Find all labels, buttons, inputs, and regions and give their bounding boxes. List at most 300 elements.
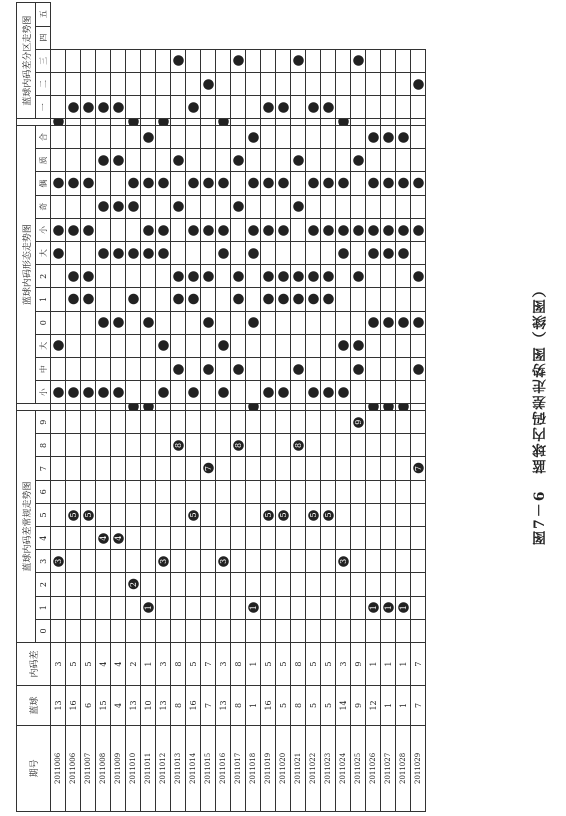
trend-cell bbox=[396, 72, 411, 95]
trend-cell bbox=[111, 125, 126, 148]
trend-cell bbox=[276, 480, 291, 503]
table-row bbox=[186, 3, 201, 812]
trend-cell bbox=[141, 72, 156, 95]
trend-marker bbox=[51, 242, 66, 265]
trend-cell bbox=[366, 573, 381, 596]
trend-marker bbox=[66, 96, 81, 119]
trend-marker bbox=[351, 357, 366, 380]
trend-cell bbox=[411, 381, 426, 404]
trend-cell bbox=[186, 242, 201, 265]
trend-cell bbox=[171, 218, 186, 241]
period-cell: 2011019 bbox=[261, 725, 276, 811]
trend-cell bbox=[126, 125, 141, 148]
trend-cell bbox=[381, 434, 396, 457]
period-cell: 2011020 bbox=[276, 725, 291, 811]
trend-cell bbox=[201, 619, 216, 642]
trend-cell bbox=[171, 96, 186, 119]
trend-cell bbox=[141, 195, 156, 218]
trend-cell bbox=[351, 596, 366, 619]
trend-cell bbox=[141, 357, 156, 380]
trend-cell bbox=[171, 311, 186, 334]
trend-cell bbox=[66, 149, 81, 172]
trend-marker bbox=[81, 381, 96, 404]
trend-cell bbox=[111, 573, 126, 596]
inner-diff-cell: 2 bbox=[126, 642, 141, 685]
trend-cell bbox=[216, 357, 231, 380]
trend-marker bbox=[291, 149, 306, 172]
trend-cell bbox=[336, 311, 351, 334]
trend-cell bbox=[261, 410, 276, 433]
trend-cell bbox=[231, 242, 246, 265]
trend-cell bbox=[201, 334, 216, 357]
trend-cell bbox=[66, 457, 81, 480]
trend-cell bbox=[96, 172, 111, 195]
inner-diff-cell: 5 bbox=[81, 642, 96, 685]
rotated-trend-sheet bbox=[16, 2, 536, 812]
trend-marker bbox=[276, 381, 291, 404]
trend-cell bbox=[291, 311, 306, 334]
trend-cell bbox=[201, 242, 216, 265]
trend-cell bbox=[156, 357, 171, 380]
trend-cell bbox=[111, 503, 126, 526]
trend-cell bbox=[201, 195, 216, 218]
table-row bbox=[366, 3, 381, 812]
trend-cell bbox=[411, 242, 426, 265]
table-row bbox=[81, 3, 96, 812]
trend-marker bbox=[411, 357, 426, 380]
trend-marker: 5 bbox=[306, 503, 321, 526]
trend-cell bbox=[156, 49, 171, 72]
trend-cell bbox=[216, 619, 231, 642]
trend-marker bbox=[156, 242, 171, 265]
inner-diff-cell: 3 bbox=[336, 642, 351, 685]
trend-cell bbox=[306, 195, 321, 218]
trend-marker bbox=[96, 195, 111, 218]
trend-marker bbox=[201, 357, 216, 380]
trend-cell bbox=[306, 404, 321, 411]
trend-cell bbox=[201, 125, 216, 148]
trend-marker bbox=[231, 265, 246, 288]
trend-cell bbox=[156, 596, 171, 619]
trend-cell bbox=[81, 434, 96, 457]
trend-cell bbox=[396, 619, 411, 642]
period-cell: 2011014 bbox=[186, 725, 201, 811]
trend-cell bbox=[411, 334, 426, 357]
trend-cell bbox=[111, 72, 126, 95]
trend-cell bbox=[66, 410, 81, 433]
period-cell: 2011016 bbox=[216, 725, 231, 811]
trend-cell bbox=[261, 596, 276, 619]
trend-marker bbox=[291, 357, 306, 380]
trend-cell bbox=[81, 550, 96, 573]
trend-marker bbox=[81, 96, 96, 119]
trend-marker bbox=[111, 381, 126, 404]
trend-cell bbox=[366, 149, 381, 172]
inner-diff-cell: 3 bbox=[216, 642, 231, 685]
trend-cell bbox=[321, 357, 336, 380]
trend-cell bbox=[276, 457, 291, 480]
trend-cell bbox=[231, 381, 246, 404]
trend-cell bbox=[381, 72, 396, 95]
trend-cell bbox=[216, 596, 231, 619]
trend-marker bbox=[171, 195, 186, 218]
trend-marker bbox=[336, 119, 351, 126]
trend-cell bbox=[366, 72, 381, 95]
trend-cell bbox=[321, 573, 336, 596]
trend-cell bbox=[351, 311, 366, 334]
trend-cell bbox=[111, 49, 126, 72]
trend-cell bbox=[246, 503, 261, 526]
trend-marker bbox=[156, 218, 171, 241]
trend-marker bbox=[216, 242, 231, 265]
trend-marker bbox=[276, 96, 291, 119]
trend-cell bbox=[321, 334, 336, 357]
trend-cell bbox=[321, 72, 336, 95]
trend-cell bbox=[66, 49, 81, 72]
trend-cell bbox=[126, 149, 141, 172]
trend-cell bbox=[156, 125, 171, 148]
trend-marker bbox=[111, 195, 126, 218]
trend-marker bbox=[246, 242, 261, 265]
trend-cell bbox=[51, 357, 66, 380]
trend-marker bbox=[171, 265, 186, 288]
trend-cell bbox=[81, 195, 96, 218]
inner-diff-cell: 5 bbox=[261, 642, 276, 685]
trend-cell bbox=[51, 311, 66, 334]
trend-cell bbox=[216, 573, 231, 596]
trend-cell bbox=[126, 410, 141, 433]
blue-header: 蓝球 bbox=[17, 686, 51, 726]
trend-marker bbox=[111, 311, 126, 334]
trend-cell bbox=[111, 265, 126, 288]
period-cell: 2011017 bbox=[231, 725, 246, 811]
table-row bbox=[321, 3, 336, 812]
trend-cell bbox=[261, 480, 276, 503]
trend-cell bbox=[396, 149, 411, 172]
trend-cell bbox=[81, 357, 96, 380]
trend-cell bbox=[396, 527, 411, 550]
trend-cell bbox=[216, 288, 231, 311]
trend-cell bbox=[366, 195, 381, 218]
trend-cell bbox=[411, 434, 426, 457]
blue-cell: 5 bbox=[306, 686, 321, 726]
trend-cell bbox=[336, 149, 351, 172]
trend-marker bbox=[156, 119, 171, 126]
trend-marker bbox=[396, 404, 411, 411]
trend-marker bbox=[276, 218, 291, 241]
trend-cell bbox=[186, 550, 201, 573]
trend-cell bbox=[201, 550, 216, 573]
trend-cell bbox=[291, 619, 306, 642]
trend-cell bbox=[261, 72, 276, 95]
trend-cell bbox=[216, 72, 231, 95]
trend-cell bbox=[261, 119, 276, 126]
trend-cell bbox=[81, 573, 96, 596]
period-cell: 2011025 bbox=[351, 725, 366, 811]
period-cell: 2011024 bbox=[336, 725, 351, 811]
trend-cell bbox=[141, 410, 156, 433]
trend-cell bbox=[246, 573, 261, 596]
trend-marker bbox=[381, 404, 396, 411]
trend-cell bbox=[411, 49, 426, 72]
trend-cell bbox=[261, 195, 276, 218]
trend-cell bbox=[66, 357, 81, 380]
trend-cell bbox=[141, 119, 156, 126]
trend-cell bbox=[126, 49, 141, 72]
section-regular-title: 蓝球内码差常规走势图 bbox=[17, 410, 36, 642]
trend-cell bbox=[171, 457, 186, 480]
trend-marker bbox=[396, 218, 411, 241]
table-row bbox=[291, 3, 306, 812]
table-row bbox=[381, 3, 396, 812]
trend-cell bbox=[291, 242, 306, 265]
trend-cell bbox=[411, 125, 426, 148]
table-row bbox=[126, 3, 141, 812]
trend-cell bbox=[381, 149, 396, 172]
trend-cell bbox=[351, 404, 366, 411]
blue-cell: 8 bbox=[291, 686, 306, 726]
digit-col-header: 0 bbox=[36, 619, 51, 642]
trend-cell bbox=[51, 480, 66, 503]
trend-cell bbox=[201, 596, 216, 619]
trend-cell bbox=[186, 125, 201, 148]
trend-cell bbox=[306, 357, 321, 380]
trend-marker bbox=[111, 242, 126, 265]
trend-cell bbox=[351, 457, 366, 480]
trend-cell bbox=[141, 619, 156, 642]
trend-marker bbox=[156, 172, 171, 195]
inner-diff-cell: 4 bbox=[96, 642, 111, 685]
trend-cell bbox=[111, 172, 126, 195]
trend-cell bbox=[411, 527, 426, 550]
trend-marker bbox=[411, 218, 426, 241]
trend-cell bbox=[51, 410, 66, 433]
trend-cell bbox=[246, 119, 261, 126]
trend-cell bbox=[351, 381, 366, 404]
trend-cell bbox=[246, 72, 261, 95]
trend-cell bbox=[171, 503, 186, 526]
trend-marker: 8 bbox=[291, 434, 306, 457]
trend-marker bbox=[66, 288, 81, 311]
trend-cell bbox=[246, 381, 261, 404]
inner-diff-cell: 8 bbox=[231, 642, 246, 685]
trend-cell bbox=[66, 404, 81, 411]
inner-diff-cell: 9 bbox=[351, 642, 366, 685]
blue-cell: 13 bbox=[156, 686, 171, 726]
trend-marker bbox=[231, 357, 246, 380]
trend-cell bbox=[291, 96, 306, 119]
trend-cell bbox=[336, 480, 351, 503]
trend-cell bbox=[381, 334, 396, 357]
trend-cell bbox=[351, 72, 366, 95]
trend-marker bbox=[306, 172, 321, 195]
trend-cell bbox=[261, 550, 276, 573]
section-separator bbox=[17, 404, 51, 411]
trend-marker bbox=[411, 311, 426, 334]
trend-cell bbox=[366, 527, 381, 550]
trend-cell bbox=[321, 480, 336, 503]
trend-cell bbox=[351, 96, 366, 119]
trend-cell bbox=[231, 573, 246, 596]
digit-col-header: 5 bbox=[36, 503, 51, 526]
trend-cell bbox=[156, 288, 171, 311]
trend-cell bbox=[321, 149, 336, 172]
trend-cell bbox=[321, 619, 336, 642]
trend-cell bbox=[321, 125, 336, 148]
trend-cell bbox=[291, 527, 306, 550]
trend-cell bbox=[381, 288, 396, 311]
trend-cell bbox=[96, 503, 111, 526]
trend-cell bbox=[321, 527, 336, 550]
trend-cell bbox=[96, 334, 111, 357]
trend-cell bbox=[126, 619, 141, 642]
parity-col-header: 偶 bbox=[36, 172, 51, 195]
trend-cell bbox=[261, 49, 276, 72]
trend-cell bbox=[96, 72, 111, 95]
trend-cell bbox=[276, 619, 291, 642]
trend-cell bbox=[171, 596, 186, 619]
table-row bbox=[201, 3, 216, 812]
trend-cell bbox=[111, 218, 126, 241]
trend-cell bbox=[126, 72, 141, 95]
table-row bbox=[141, 3, 156, 812]
trend-cell bbox=[51, 434, 66, 457]
trend-cell bbox=[351, 119, 366, 126]
trend-cell bbox=[96, 457, 111, 480]
trend-marker bbox=[156, 381, 171, 404]
trend-marker bbox=[96, 96, 111, 119]
trend-marker bbox=[201, 172, 216, 195]
trend-cell bbox=[171, 619, 186, 642]
trend-cell bbox=[381, 619, 396, 642]
trend-marker bbox=[186, 265, 201, 288]
size-col-header: 小 bbox=[36, 381, 51, 404]
trend-marker bbox=[246, 172, 261, 195]
trend-marker bbox=[336, 334, 351, 357]
trend-cell bbox=[156, 457, 171, 480]
trend-cell bbox=[306, 550, 321, 573]
trend-cell bbox=[381, 265, 396, 288]
trend-marker bbox=[321, 96, 336, 119]
trend-cell bbox=[291, 596, 306, 619]
trend-cell bbox=[171, 242, 186, 265]
trend-cell bbox=[321, 242, 336, 265]
trend-cell bbox=[111, 357, 126, 380]
trend-marker bbox=[96, 149, 111, 172]
trend-cell bbox=[336, 357, 351, 380]
trend-cell bbox=[141, 550, 156, 573]
trend-marker bbox=[261, 381, 276, 404]
trend-cell bbox=[81, 125, 96, 148]
trend-cell bbox=[306, 619, 321, 642]
trend-marker: 4 bbox=[96, 527, 111, 550]
blue-cell: 14 bbox=[336, 686, 351, 726]
trend-cell bbox=[261, 527, 276, 550]
trend-cell bbox=[336, 527, 351, 550]
trend-marker bbox=[291, 195, 306, 218]
trend-marker bbox=[186, 218, 201, 241]
trend-cell bbox=[231, 619, 246, 642]
trend-cell bbox=[66, 550, 81, 573]
trend-cell bbox=[246, 357, 261, 380]
trend-marker bbox=[351, 218, 366, 241]
trend-cell bbox=[126, 457, 141, 480]
trend-marker bbox=[291, 265, 306, 288]
trend-cell bbox=[201, 404, 216, 411]
trend-marker bbox=[321, 381, 336, 404]
trend-cell bbox=[336, 265, 351, 288]
period-cell: 2011028 bbox=[396, 725, 411, 811]
trend-cell bbox=[81, 311, 96, 334]
table-row bbox=[66, 3, 81, 812]
trend-cell bbox=[321, 404, 336, 411]
trend-marker bbox=[381, 125, 396, 148]
trend-cell bbox=[111, 550, 126, 573]
trend-cell bbox=[336, 596, 351, 619]
trend-cell bbox=[171, 410, 186, 433]
trend-cell bbox=[411, 119, 426, 126]
trend-cell bbox=[396, 265, 411, 288]
parity-col-header: 奇 bbox=[36, 195, 51, 218]
trend-cell bbox=[201, 288, 216, 311]
trend-cell bbox=[366, 410, 381, 433]
road-col-header: 1 bbox=[36, 288, 51, 311]
trend-cell bbox=[141, 334, 156, 357]
trend-cell bbox=[186, 573, 201, 596]
trend-cell bbox=[306, 410, 321, 433]
trend-cell bbox=[246, 334, 261, 357]
trend-cell bbox=[246, 49, 261, 72]
trend-cell bbox=[351, 434, 366, 457]
trend-cell bbox=[411, 410, 426, 433]
trend-marker bbox=[141, 242, 156, 265]
trend-cell bbox=[216, 480, 231, 503]
trend-cell bbox=[366, 457, 381, 480]
trend-marker bbox=[231, 149, 246, 172]
trend-cell bbox=[351, 172, 366, 195]
trend-cell bbox=[216, 125, 231, 148]
trend-cell bbox=[381, 480, 396, 503]
blue-cell: 10 bbox=[141, 686, 156, 726]
trend-marker bbox=[81, 265, 96, 288]
trend-marker bbox=[396, 172, 411, 195]
trend-cell bbox=[201, 480, 216, 503]
trend-cell bbox=[351, 480, 366, 503]
trend-marker bbox=[51, 218, 66, 241]
trend-table bbox=[16, 2, 426, 812]
trend-cell bbox=[336, 434, 351, 457]
trend-cell bbox=[171, 573, 186, 596]
trend-cell bbox=[291, 381, 306, 404]
trend-cell bbox=[366, 357, 381, 380]
inner-diff-cell: 1 bbox=[246, 642, 261, 685]
trend-marker bbox=[261, 265, 276, 288]
blue-cell: 8 bbox=[171, 686, 186, 726]
trend-cell bbox=[231, 172, 246, 195]
trend-marker bbox=[201, 265, 216, 288]
trend-marker bbox=[411, 265, 426, 288]
trend-marker bbox=[321, 218, 336, 241]
blue-cell: 1 bbox=[396, 686, 411, 726]
trend-cell bbox=[381, 550, 396, 573]
trend-cell bbox=[156, 72, 171, 95]
period-cell: 2011026 bbox=[366, 725, 381, 811]
inner-diff-cell: 5 bbox=[276, 642, 291, 685]
trend-marker bbox=[351, 49, 366, 72]
trend-cell bbox=[66, 480, 81, 503]
trend-marker bbox=[141, 218, 156, 241]
trend-cell bbox=[336, 404, 351, 411]
